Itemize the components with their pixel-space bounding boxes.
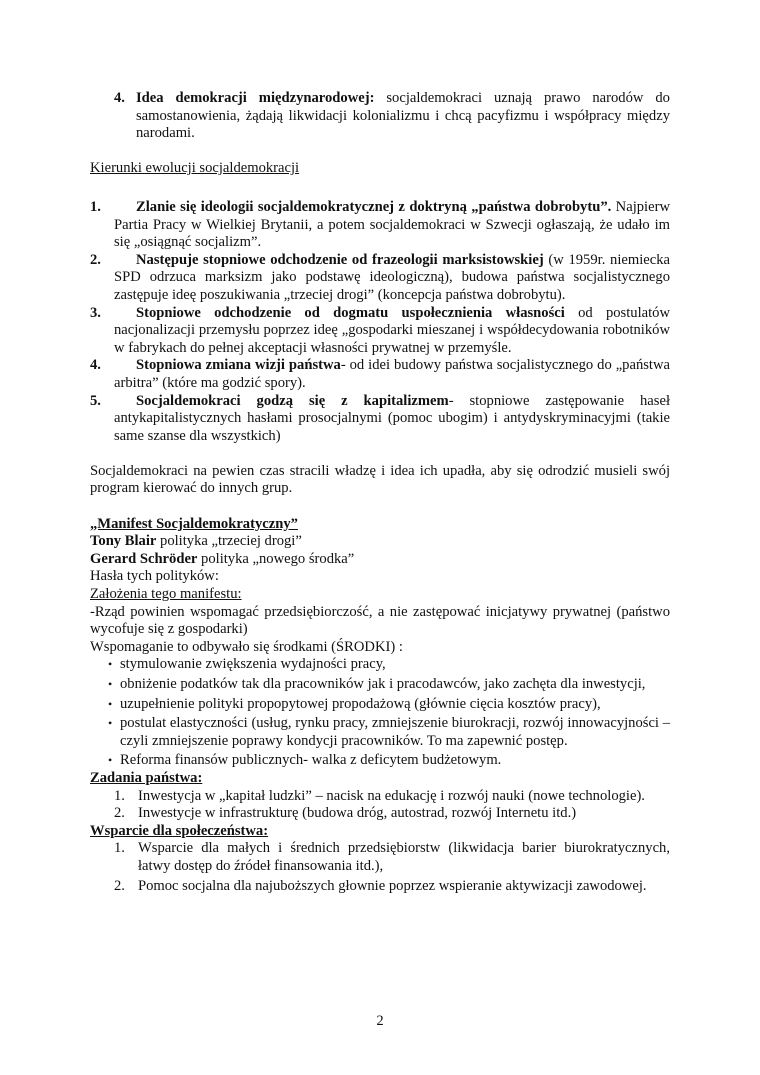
item-bold-lead: Zlanie się ideologii socjaldemokratycznej z doktryną „państwa dobrobytu”. [136, 198, 612, 215]
wspomaganie-line: Wspomaganie to odbywało się środkami (ŚRODKI) : [90, 638, 403, 655]
manifest-title: „Manifest Socjaldemokratyczny” [90, 515, 298, 532]
item-number: 2. [114, 805, 125, 822]
item-bold-lead: Idea demokracji międzynarodowej: [136, 90, 375, 106]
bullet-item [90, 656, 670, 674]
schroder-line [90, 551, 670, 569]
item-bold-lead: Następuje stopniowe odchodzenie od frazeologii marksistowskiej [136, 251, 544, 268]
item-text: Inwestycja w „kapitał ludzki” – nacisk na edukację i rozwój nauki (nowe technologie). [138, 787, 645, 804]
item-text: Inwestycje w infrastrukturę (budowa dróg, autostrad, rozwój Internetu itd.) [138, 805, 577, 822]
blair-line [90, 533, 670, 551]
paragraph-stracili-wladze: Socjaldemokraci na pewien czas stracili władzę i idea ich upadła, aby się odrodzić musieli swój program kierować do innych grup. [90, 462, 670, 497]
item-number: 2. [114, 877, 125, 894]
kierunki-item-1 [90, 199, 670, 252]
politician-name: Tony Blair [90, 533, 157, 550]
bullet-icon: • [108, 677, 113, 691]
zadania-list [90, 788, 670, 823]
zalozenia-heading: Założenia tego manifestu: [90, 586, 242, 603]
bullet-text: Reforma finansów publicznych- walka z deficytem budżetowym. [120, 752, 502, 769]
item-number: 1. [90, 198, 101, 215]
bullet-icon: • [108, 696, 113, 711]
item-bold-lead: Stopniowe odchodzenie od dogmatu uspołecznienia własności [136, 304, 565, 321]
item-text: Wsparcie dla małych i średnich przedsiębiorstw (likwidacja barier biurokratycznych, łatwy dostęp do źródeł finansowania itd.), [138, 840, 670, 874]
kierunki-item-5 [90, 393, 670, 446]
page-number: 2 [376, 1013, 384, 1029]
bullet-text: stymulowanie zwiększenia wydajności pracy, [120, 656, 386, 673]
item-number: 1. [114, 840, 125, 857]
kierunki-item-3 [90, 305, 670, 358]
list-item [90, 840, 670, 875]
bullet-icon: • [108, 716, 113, 731]
item-number: 2. [90, 251, 101, 268]
item-4-idea-demokracji [114, 90, 670, 143]
srodki-bullet-list [90, 656, 670, 770]
item-bold-lead: Socjaldemokraci godzą się z kapitalizmem [136, 392, 449, 409]
bullet-text: obniżenie podatków tak dla pracowników jak i pracodawców, jako zachęta dla inwestycji, [120, 676, 646, 692]
page-content [90, 90, 670, 895]
hasla-line: Hasła tych polityków: [90, 568, 219, 585]
zadania-heading: Zadania państwa: [90, 769, 203, 786]
list-item [90, 788, 670, 806]
bullet-item [90, 676, 670, 694]
item-text: od postulatów nacjonalizacji przemysłu poprzez ideę „gospodarki mieszanej i współdecydowania robotników w fabrykach do pełnej akceptacji własności prywatnej w przemyśle. [114, 304, 670, 356]
kierunki-list [90, 199, 670, 445]
bullet-item [90, 696, 670, 714]
politician-policy: polityka „trzeciej drogi” [156, 533, 302, 550]
item-number: 5. [90, 392, 101, 409]
kierunki-heading: Kierunki ewolucji socjaldemokracji [90, 160, 300, 177]
item-number: 3. [90, 304, 101, 321]
item-number: 4. [90, 357, 101, 374]
item-number: 1. [114, 787, 125, 804]
politician-policy: polityka „nowego środka” [197, 550, 355, 567]
rzad-paragraph: -Rząd powinien wspomagać przedsiębiorczość, a nie zastępować inicjatywy prywatnej (państwo wycofuje się z gospodarki) [90, 603, 670, 638]
item-bold-lead: Stopniowa zmiana wizji państwa [136, 357, 341, 374]
bullet-item [90, 752, 670, 770]
bullet-icon: • [108, 753, 113, 768]
wsparcie-list [90, 840, 670, 895]
wsparcie-heading: Wsparcie dla społeczeństwa: [90, 822, 269, 839]
item-number: 4. [114, 90, 125, 106]
item-text: - od idei budowy państwa socjalistycznego do „państwa arbitra” (które ma godzić spory). [114, 357, 670, 391]
bullet-text: postulat elastyczności (usług, rynku pracy, zmniejszenie biurokracji, rozwój innowacyjności – czyli zmniejszenie poprawy kondycji pracowników. To ma zapewnić postęp. [120, 715, 670, 749]
list-item [90, 805, 670, 823]
bullet-text: uzupełnienie polityki propopytowej propodażową (głównie cięcia kosztów pracy), [120, 695, 601, 712]
item-text: Najpierw Partia Pracy w Wielkiej Brytanii, a potem socjaldemokraci w Szwecji ogłaszają, że udało im się „osiągnąć socjalizm”. [114, 198, 670, 251]
item-text: (w 1959r. niemiecka SPD odrzuca marksizm jako podstawę ideologiczną), budowa państwa socjalistycznego zastępuje ideę poszukiwania „trzeciej drogi” (koncepcja państwa dobrobytu). [114, 251, 671, 303]
bullet-icon: • [108, 657, 113, 672]
politician-name: Gerard Schröder [90, 550, 198, 567]
item-text: Pomoc socjalna dla najuboższych głownie poprzez wspieranie aktywizacji zawodowej. [138, 877, 647, 894]
bullet-item [90, 715, 670, 750]
item-text: - stopniowe zastępowanie haseł antykapitalistycznych hasłami prosocjalnymi (pomoc ubogim) i antydyskryminacyjmi (takie same szanse dla wszystkich) [114, 392, 670, 444]
kierunki-item-4 [90, 357, 670, 392]
list-item [90, 878, 670, 896]
kierunki-item-2 [90, 252, 670, 305]
item-text: socjaldemokraci uznają prawo narodów do samostanowienia, żądają likwidacji kolonializmu i chcą pacyfizmu i współpracy między narodami. [136, 90, 670, 142]
